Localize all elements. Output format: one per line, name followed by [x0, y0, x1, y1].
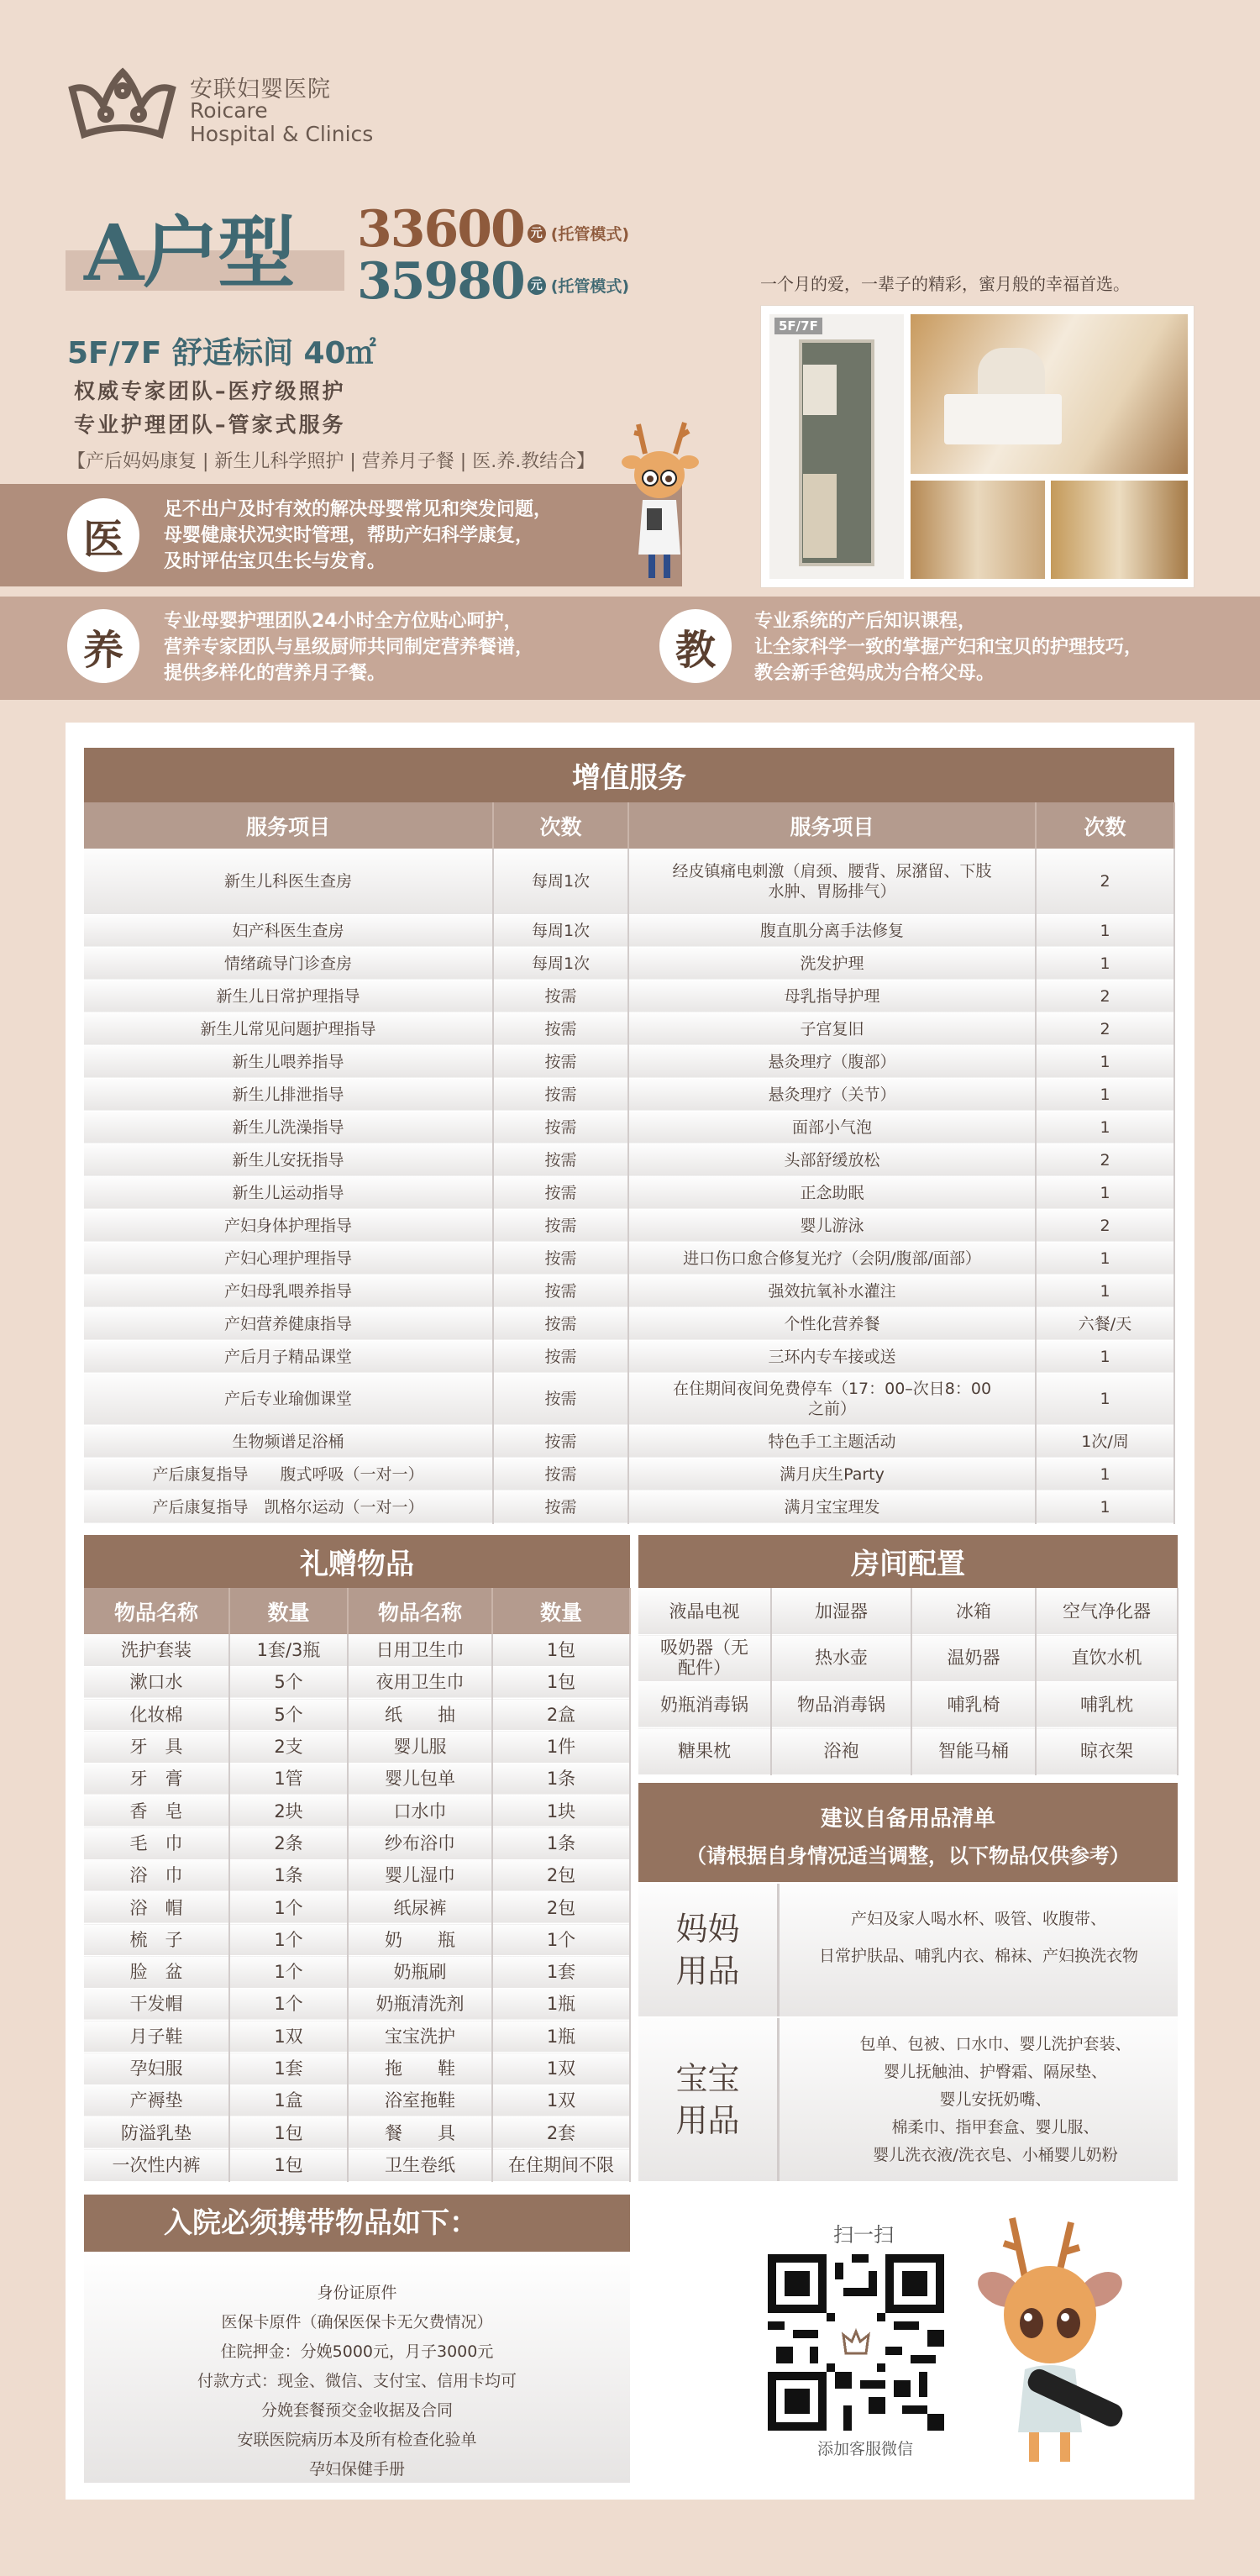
table-cell: 夜用卫生巾: [348, 1666, 492, 1698]
group-line: 产妇及家人喝水杯、吸管、收腹带、: [850, 1910, 1106, 1928]
table-cell: 2: [1036, 1209, 1174, 1242]
gift-row: [84, 1891, 630, 1923]
gift-row: [84, 1988, 630, 2020]
table-cell: 新生儿排泄指导: [84, 1078, 493, 1111]
bedroom-photo: [911, 314, 1188, 474]
crown-logo-icon: [66, 66, 179, 141]
table-cell: 产妇身体护理指导: [84, 1209, 493, 1242]
table-cell: 婴儿湿巾: [348, 1859, 492, 1891]
table-cell: 新生儿科医生查房: [84, 849, 493, 914]
table-cell: 1: [1036, 1340, 1174, 1373]
table-cell: 强效抗氧补水灌注: [628, 1275, 1036, 1307]
service-row: [84, 1490, 1174, 1523]
service-row: [84, 1176, 1174, 1209]
service-row: [84, 1111, 1174, 1143]
table-cell: 按需: [493, 1045, 628, 1078]
table-cell: 新生儿喂养指导: [84, 1045, 493, 1078]
table-cell: 个性化营养餐: [628, 1307, 1036, 1340]
table-cell: 口水巾: [348, 1795, 492, 1827]
table-cell: 按需: [493, 1275, 628, 1307]
pillar-education-text: [754, 608, 1142, 686]
table-cell: 腹直肌分离手法修复: [628, 914, 1036, 947]
service-row: [84, 1373, 1174, 1425]
room-config-row: [638, 1635, 1178, 1682]
price-amount: 33600: [357, 200, 524, 259]
table-cell: 5个: [229, 1699, 348, 1731]
table-cell: 进口伤口愈合修复光疗（会阴/腹部/面部）: [628, 1242, 1036, 1275]
table-cell: 香 皂: [84, 1795, 229, 1827]
gift-row: [84, 1634, 630, 1666]
table-cell: 1次/周: [1036, 1425, 1174, 1458]
table-cell: 1双: [492, 2084, 630, 2116]
table-cell: 经皮镇痛电刺激（肩颈、腰背、尿潴留、下肢水肿、胃肠排气）: [628, 849, 1036, 914]
col-header: 次数: [493, 802, 628, 849]
table-cell: 奶 瓶: [348, 1924, 492, 1956]
medical-icon: 医: [67, 498, 139, 572]
brand-name-cn: 安联妇婴医院: [190, 76, 331, 103]
table-cell: 奶瓶刷: [348, 1956, 492, 1988]
pillar-line: 专业系统的产后知识课程，: [754, 611, 977, 632]
table-cell: 按需: [493, 1209, 628, 1242]
table-cell: 孕妇服: [84, 2053, 229, 2084]
price-1: [357, 200, 629, 259]
slogan-2: 专业护理团队–管家式服务: [74, 413, 346, 437]
table-cell: 按需: [493, 1340, 628, 1373]
admission-item: 付款方式：现金、微信、支付宝、信用卡均可: [197, 2372, 517, 2390]
table-cell: 按需: [493, 1176, 628, 1209]
service-row: [84, 1458, 1174, 1490]
feature-tags: 【产后妈妈康复 | 新生儿科学照护 | 营养月子餐 | 医.养.教结合】: [67, 451, 596, 472]
service-row: [84, 1209, 1174, 1242]
living-photo: [911, 481, 1045, 579]
room-config-title: 房间配置: [638, 1535, 1178, 1588]
table-cell: 产后康复指导 凯格尔运动（一对一）: [84, 1490, 493, 1523]
group-label: 妈妈用品: [638, 1884, 780, 2016]
table-cell: 产妇母乳喂养指导: [84, 1275, 493, 1307]
table-cell: 宝宝洗护: [348, 2021, 492, 2053]
service-row: [84, 1242, 1174, 1275]
gifts-title: 礼赠物品: [84, 1535, 630, 1588]
table-cell: 正念助眠: [628, 1176, 1036, 1209]
table-cell: 按需: [493, 1143, 628, 1176]
table-cell: 1: [1036, 1490, 1174, 1523]
table-cell: 2包: [492, 1891, 630, 1923]
table-cell: 产后康复指导 腹式呼吸（一对一）: [84, 1458, 493, 1490]
col-header: 次数: [1036, 802, 1174, 849]
baby-items-row: [638, 2018, 1178, 2181]
table-cell: 浴 巾: [84, 1859, 229, 1891]
table-cell: 产褥垫: [84, 2084, 229, 2116]
table-cell: 1条: [492, 1763, 630, 1795]
table-cell: 1包: [492, 1666, 630, 1698]
table-cell: 1: [1036, 914, 1174, 947]
pillar-line: 足不出户及时有效的解决母婴常见和突发问题，: [164, 499, 553, 520]
slogan-1: 权威专家团队–医疗级照护: [74, 379, 346, 403]
table-cell: 浴 帽: [84, 1891, 229, 1923]
service-row: [84, 1340, 1174, 1373]
table-cell: 1包: [492, 1634, 630, 1666]
table-cell: 婴儿游泳: [628, 1209, 1036, 1242]
table-cell: 每周1次: [493, 914, 628, 947]
table-cell: 化妆棉: [84, 1699, 229, 1731]
table-cell: 新生儿安抚指导: [84, 1143, 493, 1176]
group-label: 宝宝用品: [638, 2018, 780, 2181]
gift-row: [84, 1731, 630, 1763]
table-cell: 纱布浴巾: [348, 1827, 492, 1859]
table-cell: 1: [1036, 1373, 1174, 1425]
col-header: 服务项目: [628, 802, 1036, 849]
gift-row: [84, 2084, 630, 2116]
admission-list: [84, 2252, 630, 2483]
gift-row: [84, 2116, 630, 2148]
pillar-line: 母婴健康状况实时管理，帮助产妇科学康复，: [164, 525, 534, 546]
price-amount: 35980: [357, 252, 524, 311]
table-cell: 温奶器: [911, 1635, 1036, 1682]
table-cell: 三环内专车接或送: [628, 1340, 1036, 1373]
table-cell: 纸 抽: [348, 1699, 492, 1731]
bathroom-photo: [1051, 481, 1188, 579]
table-cell: 新生儿运动指导: [84, 1176, 493, 1209]
table-cell: 婴儿包单: [348, 1763, 492, 1795]
table-cell: 子宫复旧: [628, 1012, 1036, 1045]
price-2: [357, 252, 629, 311]
self-prep-subtitle: （请根据自身情况适当调整，以下物品仅供参考）: [686, 1844, 1130, 1868]
service-row: [84, 914, 1174, 947]
table-cell: 新生儿洗澡指导: [84, 1111, 493, 1143]
table-cell: 2套: [492, 2116, 630, 2148]
room-config-table: [638, 1535, 1179, 1775]
table-cell: 按需: [493, 1490, 628, 1523]
price-mode: (托管模式): [550, 225, 630, 244]
col-header: 物品名称: [348, 1588, 492, 1634]
table-cell: 满月宝宝理发: [628, 1490, 1036, 1523]
table-cell: 浴袍: [771, 1728, 911, 1775]
table-cell: 1条: [229, 1859, 348, 1891]
table-cell: 2支: [229, 1731, 348, 1763]
group-line: 包单、包被、口水巾、婴儿洗护套装、: [859, 2034, 1131, 2053]
qr-code-icon[interactable]: [766, 2254, 946, 2431]
table-cell: 日用卫生巾: [348, 1634, 492, 1666]
table-cell: 情绪疏导门诊查房: [84, 947, 493, 980]
table-cell: 1瓶: [492, 2021, 630, 2053]
table-cell: 悬灸理疗（腹部）: [628, 1045, 1036, 1078]
table-cell: 1双: [492, 2053, 630, 2084]
table-cell: 2: [1036, 849, 1174, 914]
table-cell: 哺乳枕: [1036, 1681, 1178, 1728]
table-cell: 1: [1036, 1242, 1174, 1275]
brand-line-1: Roicare: [190, 98, 268, 123]
price-unit: 元: [528, 276, 546, 295]
admission-item: 分娩套餐预交金收据及合同: [260, 2401, 453, 2420]
table-cell: 1个: [229, 1988, 348, 2020]
gift-row: [84, 1699, 630, 1731]
service-row: [84, 1275, 1174, 1307]
table-cell: 1盒: [229, 2084, 348, 2116]
col-header: 物品名称: [84, 1588, 229, 1634]
table-cell: 空气净化器: [1036, 1588, 1178, 1635]
table-cell: 产后专业瑜伽课堂: [84, 1373, 493, 1425]
self-prep-header: [638, 1783, 1178, 1882]
table-cell: 1个: [229, 1891, 348, 1923]
qr-caption: 添加客服微信: [816, 2440, 913, 2458]
pillar-nutrition-text: [164, 608, 533, 686]
table-cell: 脸 盆: [84, 1956, 229, 1988]
table-cell: 在住期间不限: [492, 2149, 630, 2181]
table-cell: 牙 膏: [84, 1763, 229, 1795]
room-photos: [760, 305, 1194, 588]
floor-label: 5F/7F: [774, 318, 822, 334]
table-cell: 2: [1036, 1143, 1174, 1176]
table-cell: 满月庆生Party: [628, 1458, 1036, 1490]
admission-item: 安联医院病历本及所有检查化验单: [237, 2431, 477, 2449]
pillar-medical-text: [164, 497, 552, 575]
table-cell: 1双: [229, 2021, 348, 2053]
table-cell: 液晶电视: [638, 1588, 771, 1635]
table-cell: 1包: [229, 2149, 348, 2181]
table-cell: 悬灸理疗（关节）: [628, 1078, 1036, 1111]
group-line: 日常护肤品、哺乳内衣、棉袜、产妇换洗衣物: [818, 1947, 1138, 1965]
table-cell: 吸奶器（无配件）: [638, 1635, 771, 1682]
service-row: [84, 849, 1174, 914]
table-cell: 餐 具: [348, 2116, 492, 2148]
gift-row: [84, 1795, 630, 1827]
service-row: [84, 980, 1174, 1012]
gift-row: [84, 1827, 630, 1859]
table-cell: 1件: [492, 1731, 630, 1763]
admission-item: 住院押金：分娩5000元，月子3000元: [220, 2342, 494, 2361]
table-cell: 六餐/天: [1036, 1307, 1174, 1340]
gift-row: [84, 1924, 630, 1956]
pillar-line: 提供多样化的营养月子餐。: [164, 663, 386, 684]
table-cell: 物品消毒锅: [771, 1681, 911, 1728]
room-title: 5F/7F 舒适标间 40㎡: [67, 336, 376, 371]
col-header: 数量: [229, 1588, 348, 1634]
table-cell: 哺乳椅: [911, 1681, 1036, 1728]
table-cell: 奶瓶消毒锅: [638, 1681, 771, 1728]
self-prep-title: 建议自备用品清单: [820, 1806, 995, 1832]
table-cell: 热水壶: [771, 1635, 911, 1682]
table-cell: 按需: [493, 1242, 628, 1275]
package-type: A户型: [84, 208, 294, 298]
table-cell: 月子鞋: [84, 2021, 229, 2053]
room-config-row: [638, 1588, 1178, 1635]
table-cell: 2盒: [492, 1699, 630, 1731]
table-cell: 生物频谱足浴桶: [84, 1425, 493, 1458]
group-line: 婴儿安抚奶嘴、: [939, 2090, 1052, 2109]
table-cell: 纸尿裤: [348, 1891, 492, 1923]
table-cell: 洗发护理: [628, 947, 1036, 980]
table-cell: 产妇心理护理指导: [84, 1242, 493, 1275]
room-config-row: [638, 1681, 1178, 1728]
brand-line-2: Hospital & Clinics: [190, 122, 374, 146]
table-cell: 1块: [492, 1795, 630, 1827]
gift-row: [84, 2053, 630, 2084]
table-cell: 2: [1036, 1012, 1174, 1045]
table-cell: 晾衣架: [1036, 1728, 1178, 1775]
gift-row: [84, 2021, 630, 2053]
table-cell: 冰箱: [911, 1588, 1036, 1635]
table-cell: 5个: [229, 1666, 348, 1698]
table-cell: 母乳指导护理: [628, 980, 1036, 1012]
table-cell: 毛 巾: [84, 1827, 229, 1859]
pillar-line: 专业母婴护理团队24小时全方位贴心呵护，: [164, 611, 522, 632]
table-cell: 1: [1036, 1111, 1174, 1143]
gift-row: [84, 1859, 630, 1891]
table-cell: 防溢乳垫: [84, 2116, 229, 2148]
service-row: [84, 1307, 1174, 1340]
gift-row: [84, 2149, 630, 2181]
table-cell: 1: [1036, 1275, 1174, 1307]
table-cell: 每周1次: [493, 947, 628, 980]
deer-mascot-icon: [966, 2210, 1134, 2470]
table-cell: 按需: [493, 1307, 628, 1340]
deer-doctor-mascot-icon: [613, 416, 706, 584]
service-row: [84, 1045, 1174, 1078]
admission-item: 医保卡原件（确保医保卡无欠费情况）: [221, 2313, 493, 2332]
table-cell: 按需: [493, 1012, 628, 1045]
group-line: 婴儿洗衣液/洗衣皂、小桶婴儿奶粉: [873, 2145, 1118, 2164]
service-row: [84, 1425, 1174, 1458]
table-cell: 1个: [229, 1956, 348, 1988]
table-cell: 1管: [229, 1763, 348, 1795]
gift-row: [84, 1763, 630, 1795]
table-cell: 按需: [493, 1078, 628, 1111]
table-cell: 每周1次: [493, 849, 628, 914]
tagline: 一个月的爱，一辈子的精彩，蜜月般的幸福首选。: [760, 274, 1130, 294]
table-cell: 卫生卷纸: [348, 2149, 492, 2181]
table-cell: 1瓶: [492, 1988, 630, 2020]
table-cell: 干发帽: [84, 1988, 229, 2020]
table-cell: 产后月子精品课堂: [84, 1340, 493, 1373]
gifts-table: [84, 1535, 631, 2182]
nutrition-icon: 养: [67, 609, 139, 683]
table-cell: 1条: [492, 1827, 630, 1859]
col-header: 数量: [492, 1588, 630, 1634]
admission-title: 入院必须携带物品如下：: [84, 2195, 630, 2252]
table-cell: 1个: [492, 1924, 630, 1956]
pillar-line: 让全家科学一致的掌握产妇和宝贝的护理技巧，: [754, 637, 1143, 658]
col-header: 服务项目: [84, 802, 493, 849]
mom-items-row: [638, 1884, 1178, 2016]
table-cell: 1套: [492, 1956, 630, 1988]
table-cell: 1包: [229, 2116, 348, 2148]
table-cell: 梳 子: [84, 1924, 229, 1956]
table-cell: 浴室拖鞋: [348, 2084, 492, 2116]
pillar-line: 及时评估宝贝生长与发育。: [164, 551, 386, 572]
admission-item: 孕妇保健手册: [308, 2460, 405, 2479]
table-cell: 2块: [229, 1795, 348, 1827]
table-cell: 按需: [493, 1111, 628, 1143]
table-cell: 漱口水: [84, 1666, 229, 1698]
table-cell: 2包: [492, 1859, 630, 1891]
table-cell: 1个: [229, 1924, 348, 1956]
table-cell: 拖 鞋: [348, 2053, 492, 2084]
service-row: [84, 947, 1174, 980]
table-cell: 新生儿常见问题护理指导: [84, 1012, 493, 1045]
group-line: 婴儿抚触油、护臀霜、隔尿垫、: [883, 2062, 1107, 2081]
table-cell: 1套/3瓶: [229, 1634, 348, 1666]
table-cell: 直饮水机: [1036, 1635, 1178, 1682]
brand-name-en: [190, 99, 373, 146]
table-cell: 1: [1036, 1458, 1174, 1490]
service-row: [84, 1143, 1174, 1176]
table-cell: 1: [1036, 1078, 1174, 1111]
table-cell: 按需: [493, 980, 628, 1012]
table-cell: 新生儿日常护理指导: [84, 980, 493, 1012]
table-cell: 产妇营养健康指导: [84, 1307, 493, 1340]
gift-row: [84, 1666, 630, 1698]
table-cell: 1: [1036, 947, 1174, 980]
table-cell: 奶瓶清洗剂: [348, 1988, 492, 2020]
education-icon: 教: [659, 609, 732, 683]
services-title: 增值服务: [84, 748, 1174, 802]
table-cell: 头部舒缓放松: [628, 1143, 1036, 1176]
service-row: [84, 1078, 1174, 1111]
services-table: [84, 748, 1175, 1524]
gift-row: [84, 1956, 630, 1988]
table-cell: 妇产科医生查房: [84, 914, 493, 947]
group-line: 棉柔巾、指甲套盒、婴儿服、: [891, 2117, 1100, 2137]
table-cell: 加湿器: [771, 1588, 911, 1635]
pillar-line: 教会新手爸妈成为合格父母。: [754, 663, 995, 684]
table-cell: 按需: [493, 1373, 628, 1425]
service-row: [84, 1012, 1174, 1045]
table-cell: 面部小气泡: [628, 1111, 1036, 1143]
group-items: [780, 1884, 1178, 2016]
table-cell: 按需: [493, 1458, 628, 1490]
table-cell: 1: [1036, 1045, 1174, 1078]
table-cell: 牙 具: [84, 1731, 229, 1763]
table-cell: 2条: [229, 1827, 348, 1859]
room-config-row: [638, 1728, 1178, 1775]
table-cell: 婴儿服: [348, 1731, 492, 1763]
table-cell: 2: [1036, 980, 1174, 1012]
table-cell: 糖果枕: [638, 1728, 771, 1775]
table-cell: 洗护套装: [84, 1634, 229, 1666]
table-cell: 1套: [229, 2053, 348, 2084]
admission-item: 身份证原件: [317, 2284, 397, 2302]
table-cell: 按需: [493, 1425, 628, 1458]
table-cell: 一次性内裤: [84, 2149, 229, 2181]
qr-scan-label: 扫一扫: [833, 2223, 894, 2247]
table-cell: 智能马桶: [911, 1728, 1036, 1775]
price-unit: 元: [528, 224, 546, 243]
table-cell: 在住期间夜间免费停车（17：00–次日8：00之前）: [628, 1373, 1036, 1425]
group-items: [780, 2018, 1178, 2181]
table-cell: 1: [1036, 1176, 1174, 1209]
floor-plan: [769, 314, 904, 579]
table-cell: 特色手工主题活动: [628, 1425, 1036, 1458]
price-mode: (托管模式): [550, 277, 630, 296]
pillar-line: 营养专家团队与星级厨师共同制定营养餐谱，: [164, 637, 534, 658]
